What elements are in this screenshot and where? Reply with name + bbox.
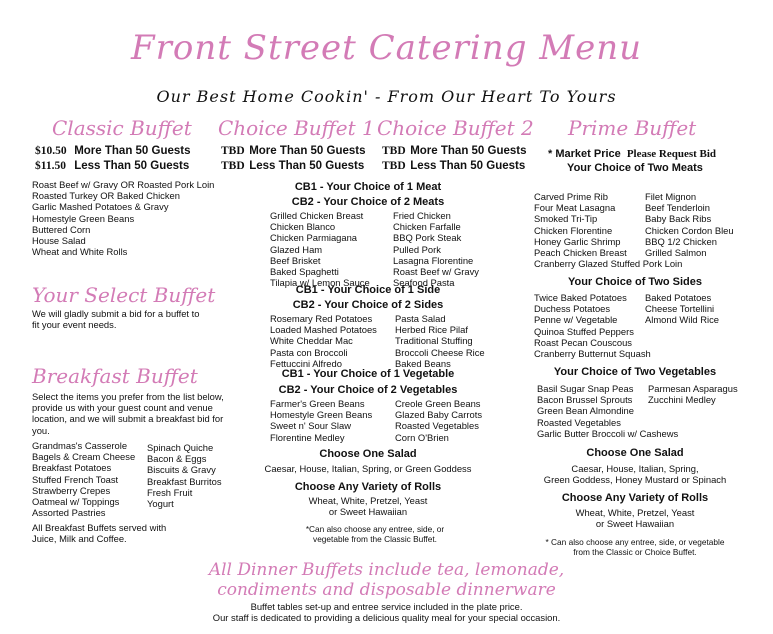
list-item: Garlic Butter Broccoli w/ Cashews (537, 427, 679, 439)
list-item: Tilapia w/ Lemon Sauce (270, 277, 370, 289)
list-item: Fresh Fruit (147, 486, 193, 498)
prime-sides-col2 (645, 292, 719, 326)
prime-salad-heading: Choose One Salad (586, 447, 684, 459)
list-item: Herbed Rice Pilaf (395, 324, 468, 336)
prime-veg-col2 (648, 383, 738, 405)
list-item: Bacon & Eggs (147, 453, 207, 465)
prime-meats-col2 (645, 191, 734, 258)
list-item: Quinoa Stuffed Peppers (534, 325, 634, 337)
prime-salad-text: Caesar, House, Italian, Spring, (571, 463, 699, 474)
choice-meat-2-heading: CB2 - Your Choice of 2 Meats (291, 196, 445, 208)
prime-rolls-text: or Sweet Hawaiian (595, 518, 675, 529)
choice-veg-col2 (395, 398, 482, 443)
list-item: Sweet n' Sour Slaw (270, 420, 351, 432)
market-price-label: * Market Price (548, 148, 621, 160)
list-item: Cheese Tortellini (645, 303, 715, 315)
list-item: Cranberry Glazed Stuffed Pork Loin (534, 258, 683, 270)
breakfast-note: All Breakfast Buffets served with Juice, Milk and Coffee. (32, 522, 167, 545)
breakfast-col1 (32, 440, 135, 518)
list-item: Baked Beans (395, 357, 451, 369)
list-item: Assorted Pastries (32, 507, 106, 519)
choice-side-1-heading: CB1 - Your Choice of 1 Side (295, 284, 441, 296)
list-item: Green Bean Almondine (537, 405, 634, 417)
price: $11.50 (35, 160, 66, 172)
breakfast-text: Select the items you prefer from the list below, provide us with your guest count and venue location, and we will submit a breakfast bid for you. (32, 391, 224, 436)
list-item: Four Meat Lasagna (534, 202, 616, 214)
choice2-price-row (382, 160, 525, 172)
price-label: Less Than 50 Guests (249, 160, 365, 172)
choice1-price-row (221, 145, 366, 157)
choice2-price-row (382, 145, 527, 157)
list-item: Pulled Pork (393, 243, 441, 255)
list-item: Farmer's Green Beans (270, 398, 365, 409)
footer-text-1: Buffet tables set-up and entree service included in the plate price. (250, 601, 523, 612)
list-item: Grilled Salmon (645, 247, 707, 259)
prime-salad-text: Green Goddess, Honey Mustard or Spinach (543, 474, 727, 485)
list-item: Pasta Salad (395, 313, 446, 324)
list-item: Homestyle Green Beans (32, 212, 135, 224)
price-label: Less Than 50 Guests (410, 160, 526, 172)
classic-price-row (35, 160, 189, 172)
list-item: Breakfast Potatoes (32, 462, 112, 474)
list-item: Pasta con Broccoli (270, 346, 348, 358)
list-item: Almond Wild Rice (645, 314, 719, 326)
price-label: More Than 50 Guests (410, 145, 527, 157)
list-item: Rosemary Red Potatoes (270, 313, 373, 324)
list-item: BBQ 1/2 Chicken (645, 235, 717, 247)
list-item: Peach Chicken Breast (534, 247, 627, 259)
choice-buffet-1-heading: Choice Buffet 1 (218, 116, 375, 140)
choice1-price-row (221, 160, 364, 172)
list-item: Duchess Potatoes (534, 303, 611, 315)
list-item: Filet Mignon (645, 191, 697, 202)
list-item: Beef Tenderloin (645, 202, 710, 214)
list-item: Stuffed French Toast (32, 473, 119, 485)
list-item: Glazed Baby Carrots (395, 409, 483, 421)
choice-meats-col2 (393, 210, 479, 288)
price: TBD (382, 160, 406, 172)
list-item: Wheat and White Rolls (32, 246, 128, 258)
list-item: Broccoli Cheese Rice (395, 346, 485, 358)
list-item: Homestyle Green Beans (270, 409, 373, 421)
list-item: Honey Garlic Shrimp (534, 235, 621, 247)
list-item: Fried Chicken (393, 210, 451, 221)
price-label: More Than 50 Guests (249, 145, 366, 157)
choice-buffet-2-heading: Choice Buffet 2 (377, 116, 534, 140)
list-item: Roasted Turkey OR Baked Chicken (32, 190, 180, 202)
list-item: Parmesan Asparagus (648, 383, 738, 394)
price-label: More Than 50 Guests (74, 145, 191, 157)
prime-rolls-heading: Choose Any Variety of Rolls (561, 492, 709, 504)
choice-sides-col2 (395, 313, 485, 369)
choice-veg-2-heading: CB2 - Your Choice of 2 Vegetables (278, 384, 458, 396)
list-item: Cranberry Butternut Squash (534, 348, 651, 360)
list-item: Bagels & Cream Cheese (32, 451, 136, 463)
page-title: Front Street Catering Menu (131, 28, 642, 68)
list-item: Twice Baked Potatoes (534, 292, 627, 303)
list-item: Chicken Parmiagana (270, 232, 358, 244)
choice-sides-col1 (270, 313, 377, 369)
classic-buffet-heading: Classic Buffet (52, 116, 192, 140)
list-item: Smoked Tri-Tip (534, 213, 598, 225)
list-item: White Cheddar Mac (270, 335, 353, 347)
list-item: Baby Back Ribs (645, 213, 712, 225)
choice-meats-col1 (270, 210, 370, 288)
prime-sides-heading: Your Choice of Two Sides (567, 276, 703, 288)
select-buffet-text: We will gladly submit a bid for a buffet to fit your event needs. (32, 308, 200, 331)
choice-rolls-heading: Choose Any Variety of Rolls (294, 481, 442, 493)
choice-side-2-heading: CB2 - Your Choice of 2 Sides (292, 299, 444, 311)
choice-rolls-text: or Sweet Hawaiian (328, 506, 408, 517)
choice-meat-1-heading: CB1 - Your Choice of 1 Meat (294, 181, 442, 193)
list-item: Garlic Mashed Potatoes & Gravy (32, 201, 169, 213)
breakfast-col2 (147, 442, 222, 509)
list-item: Oatmeal w/ Toppings (32, 496, 120, 508)
list-item: Creole Green Beans (395, 398, 481, 409)
choice-note: *Can also choose any entree, side, or vegetable from the Classic Buffet. (305, 524, 445, 544)
list-item: Penne w/ Vegetable (534, 314, 618, 326)
choice-salad-text: Caesar, House, Italian, Spring, or Green Goddess (264, 463, 472, 474)
list-item: Traditional Stuffing (395, 335, 473, 347)
choice-salad-heading: Choose One Salad (319, 448, 417, 460)
list-item: Roast Beef w/ Gravy OR Roasted Pork Loin (32, 179, 215, 190)
list-item: Fettuccini Alfredo (270, 357, 342, 369)
prime-meats-heading: Your Choice of Two Meats (567, 162, 703, 174)
list-item: Breakfast Burritos (147, 475, 222, 487)
list-item: Chicken Cordon Bleu (645, 224, 734, 236)
list-item: Loaded Mashed Potatoes (270, 324, 377, 336)
list-item: Baked Potatoes (645, 292, 712, 303)
list-item: Grilled Chicken Breast (270, 210, 364, 221)
list-item: Basil Sugar Snap Peas (537, 383, 634, 394)
list-item: Chicken Blanco (270, 221, 336, 233)
list-item: Florentine Medley (270, 431, 345, 443)
tagline: Our Best Home Cookin' - From Our Heart To Yours (156, 87, 617, 106)
price: TBD (221, 145, 245, 157)
list-item: Zucchini Medley (648, 394, 716, 406)
prime-note: * Can also choose any entree, side, or vegetable from the Classic or Choice Buffet. (545, 537, 725, 557)
classic-items (32, 179, 214, 257)
list-item: Baked Spaghetti (270, 266, 339, 278)
list-item: Roast Pecan Couscous (534, 336, 632, 348)
choice-rolls-text: Wheat, White, Pretzel, Yeast (308, 495, 428, 506)
list-item: Biscuits & Gravy (147, 464, 216, 476)
price: TBD (382, 145, 406, 157)
list-item: Carved Prime Rib (534, 191, 608, 202)
select-buffet-heading: Your Select Buffet (32, 283, 216, 307)
prime-sides-col1 (534, 292, 651, 359)
breakfast-buffet-heading: Breakfast Buffet (32, 364, 198, 388)
list-item: BBQ Pork Steak (393, 232, 462, 244)
price-label: Less Than 50 Guests (74, 160, 190, 172)
list-item: House Salad (32, 235, 86, 247)
choice-veg-col1 (270, 398, 372, 443)
list-item: Roasted Vegetables (537, 416, 621, 428)
list-item: Chicken Florentine (534, 224, 613, 236)
list-item: Lasagna Florentine (393, 254, 474, 266)
list-item: Bacon Brussel Sprouts (537, 394, 633, 406)
list-item: Glazed Ham (270, 243, 323, 255)
prime-veg-heading: Your Choice of Two Vegetables (553, 366, 717, 378)
prime-buffet-heading: Prime Buffet (568, 116, 697, 140)
footer-line-2: condiments and disposable dinnerware (217, 580, 556, 600)
list-item: Seafood Pasta (393, 277, 455, 289)
list-item: Grandmas's Casserole (32, 440, 128, 451)
classic-price-row (35, 145, 191, 157)
footer-line-1: All Dinner Buffets include tea, lemonade, (208, 560, 565, 580)
choice-veg-1-heading: CB1 - Your Choice of 1 Vegetable (281, 368, 455, 380)
prime-market-price (548, 148, 716, 160)
footer-text-2: Our staff is dedicated to providing a delicious quality meal for your special occasion. (212, 612, 561, 623)
list-item: Spinach Quiche (147, 442, 214, 453)
price: TBD (221, 160, 245, 172)
list-item: Chicken Farfalle (393, 221, 461, 233)
prime-rolls-text: Wheat, White, Pretzel, Yeast (575, 507, 695, 518)
list-item: Yogurt (147, 498, 174, 510)
list-item: Roast Beef w/ Gravy (393, 266, 479, 278)
list-item: Beef Brisket (270, 254, 321, 266)
list-item: Roasted Vegetables (395, 420, 479, 432)
list-item: Corn O'Brien (395, 431, 449, 443)
list-item: Buttered Corn (32, 223, 91, 235)
list-item: Strawberry Crepes (32, 484, 111, 496)
price: $10.50 (35, 145, 67, 157)
request-bid-label: Please Request Bid (626, 148, 717, 160)
